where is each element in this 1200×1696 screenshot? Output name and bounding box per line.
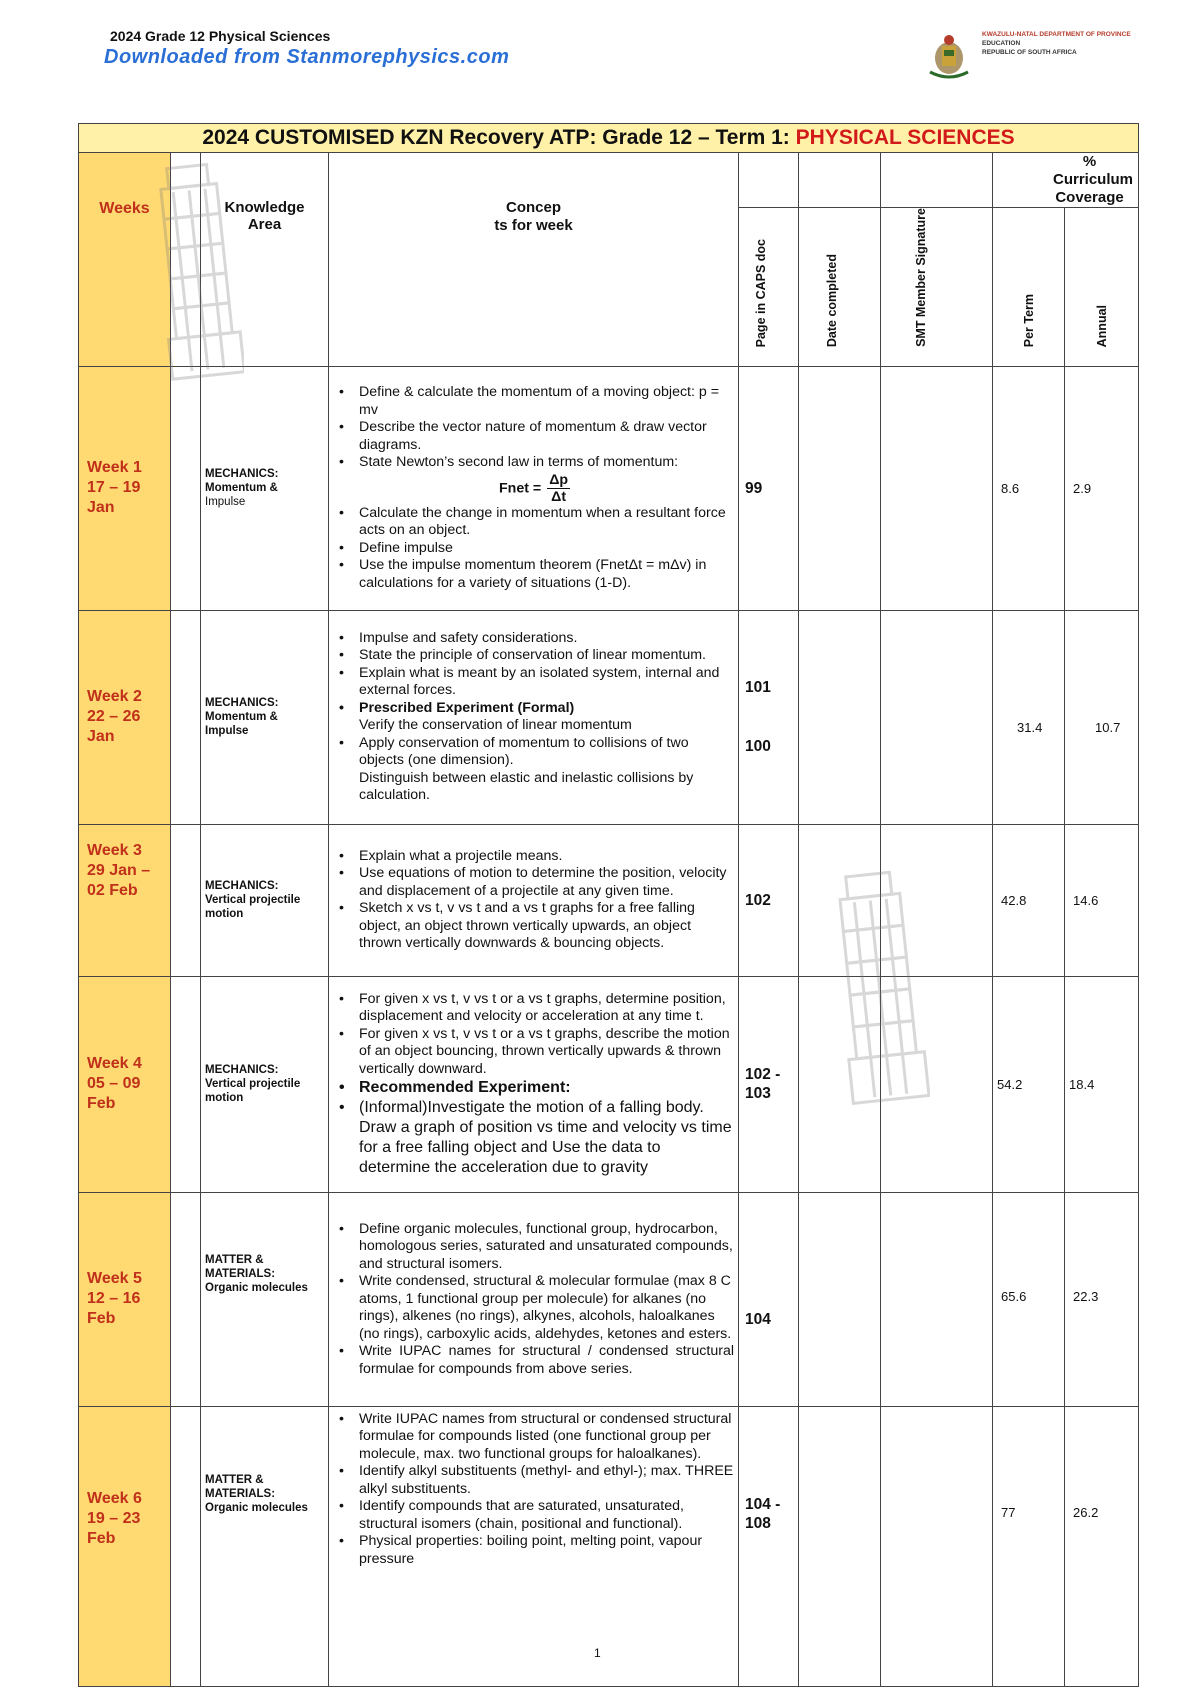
weeks-header: Weeks [99,200,150,217]
week-cell: Week 5 12 – 16 Feb [79,1192,171,1406]
smt-signature-cell[interactable] [881,1192,993,1406]
per-term-cell: 42.8 [993,824,1065,976]
source-link[interactable]: Downloaded from Stanmorephysics.com [104,46,510,68]
caps-page-cell: 101 100 [739,610,799,824]
date-completed-cell[interactable] [799,1192,881,1406]
coat-of-arms-icon [922,28,976,82]
table-row [79,1192,1139,1406]
coverage-header: % Curriculum Coverage [993,153,1139,208]
table-row [79,824,1139,976]
annual-cell: 26.2 [1065,1406,1139,1686]
table-row [79,610,1139,824]
annual-cell: 10.7 [1065,610,1139,824]
concepts-header-a: Concep [505,199,561,216]
annual-header: Annual [1094,304,1109,347]
week-cell: Week 4 05 – 09 Feb [79,976,171,1192]
caps-page-cell: 102 [739,824,799,976]
week-cell: Week 3 29 Jan – 02 Feb [79,824,171,976]
smt-signature-cell[interactable] [881,610,993,824]
caps-page-cell: 104 [739,1192,799,1406]
concepts-cell: • Define & calculate the momentum of a moving object: p = mv • Describe the vector nature of momentum & draw vector diagrams. • State Newton’s second law in terms of momentum: Fnet = $\frac{\Delta p}{\Delta t}$ • Calculate the change in momentum when a resultant force acts on an object. • Define impulse • Use the impulse momentum theorem (FnetΔt = mΔv) in calculations for a variety of situations (1-D). [329,366,739,610]
per-term-header: Per Term [1021,293,1036,347]
concepts-cell: • For given x vs t, v vs t or a vs t graphs, determine position, displacement and velocity or acceleration at any time t. • For given x vs t, v vs t or a vs t graphs, describe the motion of an object bouncing, thrown vertically upwards & thrown vertically downward. • Recommended Experiment: • (Informal)Investigate the motion of a falling body. Draw a graph of position vs time and velocity vs time for a free falling object and Use the data to determine the acceleration due to gravity [329,976,739,1192]
per-term-cell: 65.6 [993,1192,1065,1406]
annual-cell: 14.6 [1065,824,1139,976]
concepts-cell: • Explain what a projectile means. • Use equations of motion to determine the position, velocity and displacement of a projectile at any given time. • Sketch x vs t, v vs t and a vs t graphs for a free falling object, an object thrown vertically upwards, an object thrown vertically downwards & bouncing objects. [329,824,739,976]
week-cell: Week 6 19 – 23 Feb [79,1406,171,1686]
smt-signature-header: SMT Member Signature [913,208,928,347]
concepts-cell: • Define organic molecules, functional group, hydrocarbon, homologous series, saturated and unsaturated compounds, and structural isomers. • Write condensed, structural & molecular formulae (max 8 C atoms, 1 functional group per molecule) for alkanes (no rings), alkenes (no rings), alkynes, alcohols, haloalkanes (no rings), carboxylic acids, aldehydes, ketones and esters. • Write IUPAC names for structural / condensed structural formulae for compounds from above series. [329,1192,739,1406]
logo-line-2: EDUCATION [982,40,1021,47]
knowledge-area-cell: MATTER & MATERIALS: Organic molecules [201,1192,329,1406]
table-row [79,1406,1139,1686]
logo-line-1: KWAZULU-NATAL DEPARTMENT OF PROVINCE [982,31,1131,38]
concepts-cell: • Impulse and safety considerations. • State the principle of conservation of linear momentum. • Explain what is meant by an isolated system, internal and external forces. • Prescribed Experiment (Formal) Verify the conservation of linear momentum • Apply conservation of momentum to collisions of two objects (one dimension). Distinguish between elastic and inelastic collisions by calculation. [329,610,739,824]
per-term-cell: 8.6 [993,366,1065,610]
smt-signature-cell[interactable] [881,366,993,610]
knowledge-area-cell: MATTER & MATERIALS: Organic molecules [201,1406,329,1686]
per-term-cell: 31.4 [993,610,1065,824]
momentum-formula: Fnet = $\frac{\Delta p}{\Delta t}$ [499,471,569,505]
tower-watermark-icon [830,868,930,1118]
knowledge-area-header: Knowledge Area [224,199,305,233]
table-row [79,366,1139,610]
date-completed-header: Date completed [824,253,839,347]
date-completed-cell[interactable] [799,610,881,824]
tower-watermark-icon [152,160,244,390]
concepts-header-b: ts for week [494,217,573,234]
concepts-cell: • Write IUPAC names from structural or condensed structural formulae for compounds listed (one functional group per molecule, max. two functional groups for haloalkanes). • Identify alkyl substituents (methyl- and ethyl-); max. THREE alkyl substituents. • Identify compounds that are saturated, unsaturated, structural isomers (chain, positional and functional). • Physical properties: boiling point, melting point, vapour pressure [329,1406,739,1686]
per-term-cell: 77 [993,1406,1065,1686]
date-completed-cell[interactable] [799,1406,881,1686]
knowledge-area-cell: MECHANICS: Momentum & Impulse [201,610,329,824]
page-number: 1 [594,1646,601,1660]
table-title: 2024 CUSTOMISED KZN Recovery ATP: Grade 12 – Term 1: PHYSICAL SCIENCES [79,124,1139,153]
kzn-education-logo [922,28,1132,82]
smt-signature-cell[interactable] [881,1406,993,1686]
knowledge-area-cell: MECHANICS: Vertical projectile motion [201,824,329,976]
date-completed-cell[interactable] [799,366,881,610]
caps-page-cell: 102 - 103 [739,976,799,1192]
knowledge-area-cell: MECHANICS: Momentum & Impulse [201,366,329,610]
per-term-cell: 54.2 [993,976,1065,1192]
logo-line-3: REPUBLIC OF SOUTH AFRICA [982,49,1077,56]
annual-cell: 18.4 [1065,976,1139,1192]
caps-page-cell: 104 - 108 [739,1406,799,1686]
caps-page-cell: 99 [739,366,799,610]
annual-cell: 22.3 [1065,1192,1139,1406]
doc-title: 2024 Grade 12 Physical Sciences [110,28,331,44]
knowledge-area-cell: MECHANICS: Vertical projectile motion [201,976,329,1192]
annual-cell: 2.9 [1065,366,1139,610]
week-cell: Week 2 22 – 26 Jan [79,610,171,824]
page-caps-header: Page in CAPS doc [753,238,768,347]
table-row [79,976,1139,1192]
week-cell: Week 1 17 – 19 Jan [79,366,171,610]
